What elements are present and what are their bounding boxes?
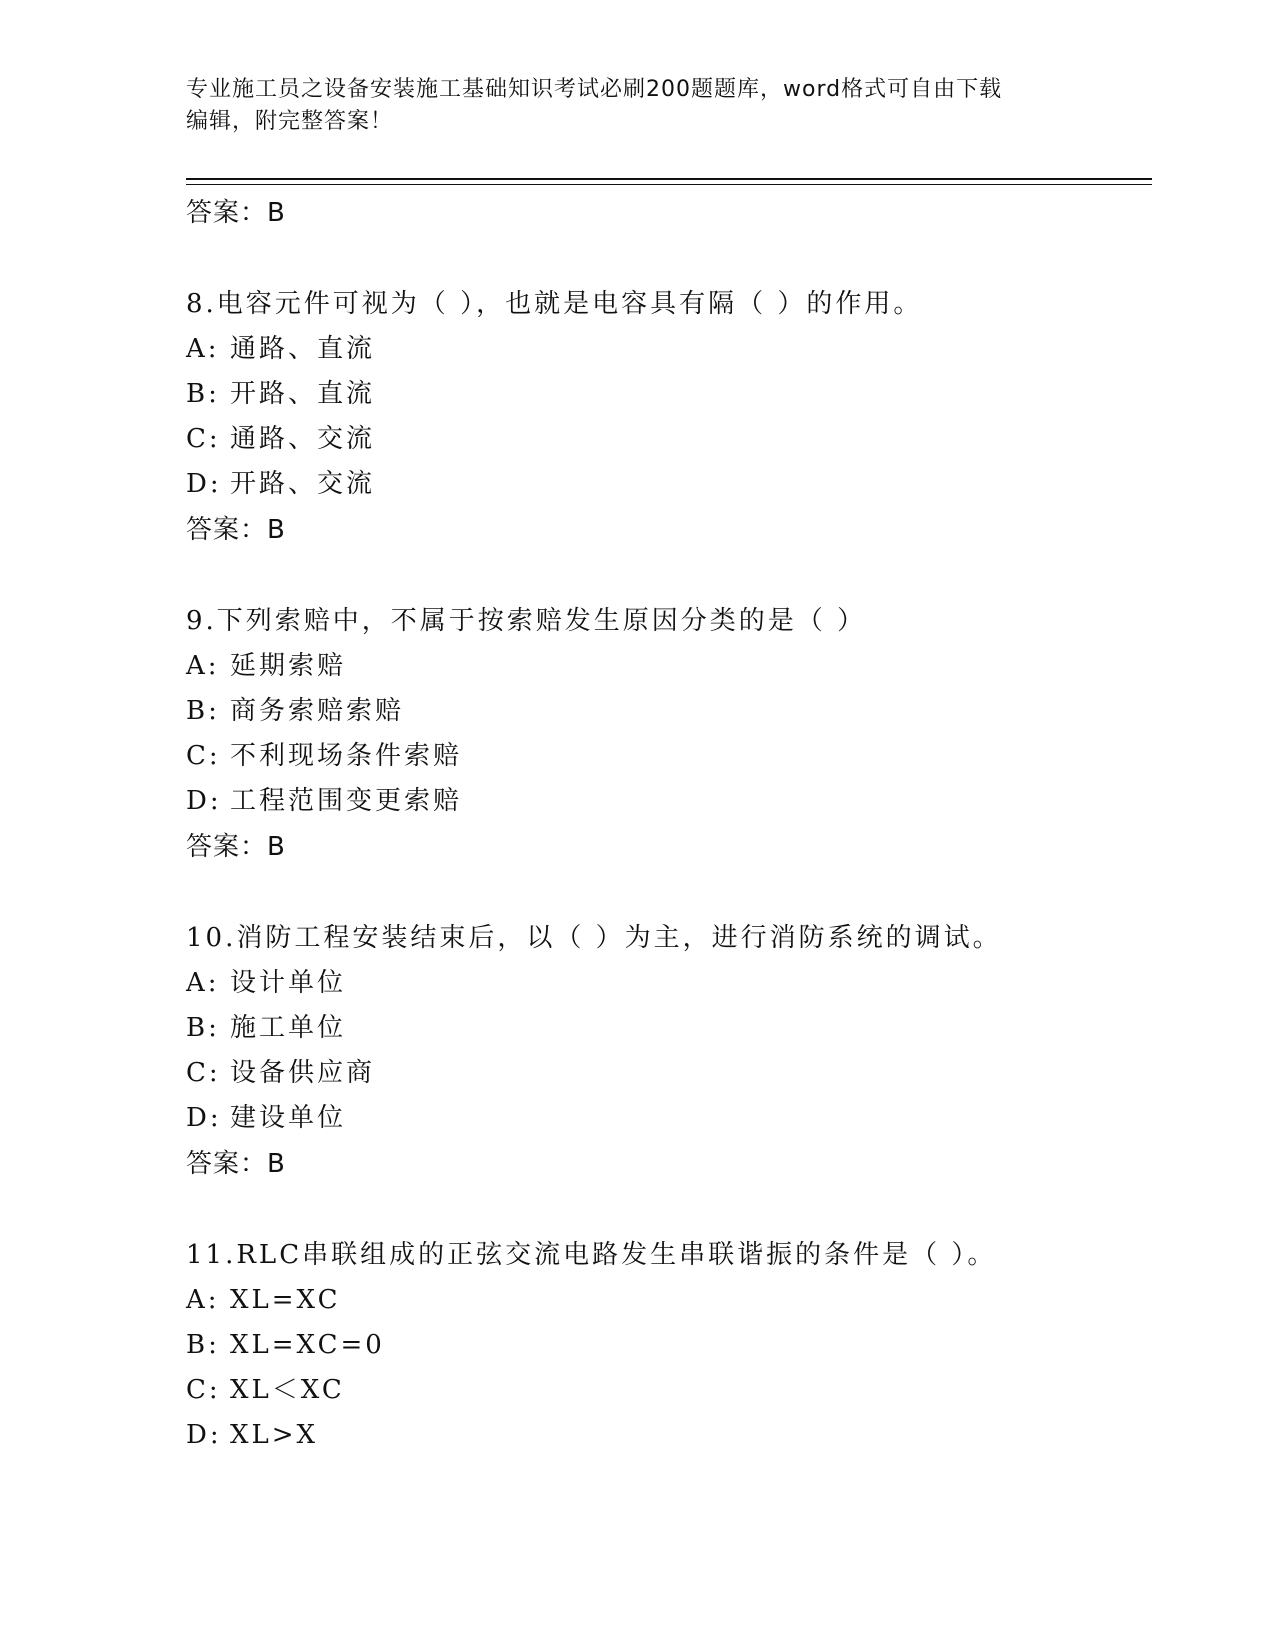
option-text: 不利现场条件索赔 bbox=[230, 741, 463, 771]
header-rule-thick bbox=[186, 178, 1152, 180]
option-c bbox=[186, 1051, 1146, 1096]
option-d bbox=[186, 1096, 1146, 1141]
option-text: 设计单位 bbox=[230, 968, 347, 998]
option-letter: A: bbox=[186, 1285, 220, 1315]
question-block bbox=[186, 1233, 1146, 1458]
option-text: XL＜XC bbox=[230, 1375, 345, 1405]
question-block bbox=[186, 599, 1146, 870]
option-letter: C: bbox=[186, 1375, 221, 1405]
option-a bbox=[186, 644, 1146, 689]
answer-line: 答案：B bbox=[186, 1149, 286, 1179]
option-letter: A: bbox=[186, 334, 220, 364]
option-text: 开路、直流 bbox=[230, 379, 376, 409]
option-letter: D: bbox=[186, 786, 222, 816]
option-text: 开路、交流 bbox=[230, 469, 376, 499]
option-b bbox=[186, 372, 1146, 417]
option-letter: B: bbox=[186, 1013, 220, 1043]
option-d bbox=[186, 462, 1146, 507]
option-letter: A: bbox=[186, 968, 220, 998]
option-text: 商务索赔索赔 bbox=[230, 696, 405, 726]
spacer bbox=[186, 1187, 1146, 1233]
option-text: 工程范围变更索赔 bbox=[230, 786, 463, 816]
spacer bbox=[186, 553, 1146, 599]
option-a bbox=[186, 1278, 1146, 1323]
option-text: 设备供应商 bbox=[230, 1058, 376, 1088]
header-title-line-2: 编辑，附完整答案！ bbox=[186, 109, 394, 134]
question-block bbox=[186, 282, 1146, 553]
option-text: XL=XC bbox=[230, 1285, 341, 1315]
spacer bbox=[186, 236, 1146, 282]
spacer bbox=[186, 870, 1146, 916]
page-header bbox=[186, 74, 1086, 138]
option-text: XL=XC=0 bbox=[230, 1330, 385, 1360]
option-d bbox=[186, 779, 1146, 824]
option-letter: B: bbox=[186, 1330, 220, 1360]
option-letter: C: bbox=[186, 1058, 221, 1088]
option-b bbox=[186, 1006, 1146, 1051]
question-text: 11.RLC串联组成的正弦交流电路发生串联谐振的条件是（ ）。 bbox=[186, 1240, 997, 1270]
answer-line: 答案：B bbox=[186, 198, 286, 228]
answer-line: 答案：B bbox=[186, 515, 286, 545]
option-c bbox=[186, 417, 1146, 462]
option-text: 建设单位 bbox=[230, 1103, 347, 1133]
option-b bbox=[186, 1323, 1146, 1368]
option-d bbox=[186, 1413, 1146, 1458]
option-b bbox=[186, 689, 1146, 734]
option-text: 通路、交流 bbox=[230, 424, 376, 454]
question-text: 9.下列索赔中，不属于按索赔发生原因分类的是（ ） bbox=[186, 606, 867, 636]
option-text: 施工单位 bbox=[230, 1013, 347, 1043]
option-a bbox=[186, 961, 1146, 1006]
question-text: 10.消防工程安装结束后，以（ ）为主，进行消防系统的调试。 bbox=[186, 923, 1002, 953]
option-letter: C: bbox=[186, 424, 221, 454]
option-letter: D: bbox=[186, 1420, 222, 1450]
option-text: 通路、直流 bbox=[230, 334, 376, 364]
option-letter: C: bbox=[186, 741, 221, 771]
option-text: 延期索赔 bbox=[230, 651, 347, 681]
question-list bbox=[186, 190, 1146, 1458]
header-title-line-1: 专业施工员之设备安装施工基础知识考试必刷200题题库，word格式可自由下载 bbox=[186, 77, 1003, 102]
option-letter: D: bbox=[186, 1103, 222, 1133]
answer-line: 答案：B bbox=[186, 832, 286, 862]
option-letter: B: bbox=[186, 696, 220, 726]
option-letter: B: bbox=[186, 379, 220, 409]
option-letter: A: bbox=[186, 651, 220, 681]
option-text: XL>X bbox=[230, 1420, 319, 1450]
option-c bbox=[186, 734, 1146, 779]
header-rule-thin bbox=[186, 184, 1152, 185]
option-c bbox=[186, 1368, 1146, 1413]
question-block bbox=[186, 916, 1146, 1187]
question-text: 8.电容元件可视为（ ），也就是电容具有隔（ ）的作用。 bbox=[186, 289, 923, 319]
option-a bbox=[186, 327, 1146, 372]
option-letter: D: bbox=[186, 469, 222, 499]
